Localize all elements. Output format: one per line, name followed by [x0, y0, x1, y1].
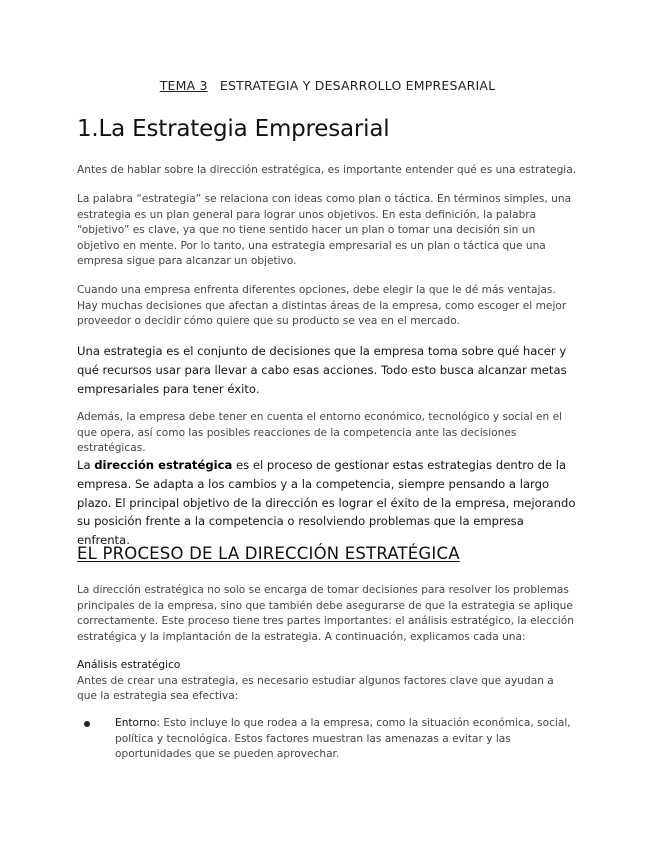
bullet-icon [84, 721, 90, 727]
analysis-subheading: Análisis estratégico [77, 659, 181, 671]
section-heading: 1.La Estrategia Empresarial [77, 116, 390, 142]
paragraph-environment: Además, la empresa debe tener en cuenta el entorno económico, tecnológico y social en el que opera, así como las posibles reacciones de la competencia ante las decisiones estratégicas. [77, 411, 563, 455]
paragraph-options: Cuando una empresa enfrenta diferentes opciones, debe elegir la que le dé más ventajas. Hay muchas decisiones que afectan a distintas áreas de la empresa, como escoger el mejor proveedor o decidir cómo quiere que su producto se vea en el mercado. [77, 284, 567, 328]
paragraph-strategic-direction [77, 456, 579, 550]
paragraph-strategy-definition: Una estrategia es el conjunto de decisiones que la empresa toma sobre qué hacer y qué recursos usar para llevar a cabo esas acciones. Todo esto busca alcanzar metas empresariales para tener éxito. [77, 344, 567, 396]
bullet-term: Entorno [115, 717, 157, 729]
paragraph-process: La dirección estratégica no solo se encarga de tomar decisiones para resolver los problemas principales de la empresa, sino que también debe asegurarse de que la estrategia se aplique correctamente. Este proceso tiene tres partes importantes: el análisis estratégico, la elección estratégica y la implantación de la estrategia. A continuación, explicamos cada una: [77, 584, 574, 643]
analysis-block [77, 658, 577, 705]
list-item [77, 716, 577, 763]
factors-list [77, 716, 577, 763]
bullet-text: : Esto incluye lo que rodea a la empresa, como la situación económica, social, política y tecnológica. Estos factores muestran las amenazas a evitar y las oportunidades que se pueden aprovechar. [115, 717, 571, 761]
header-title: ESTRATEGIA Y DESARROLLO EMPRESARIAL [219, 78, 496, 93]
strategic-direction-term: dirección estratégica [94, 458, 233, 472]
p6-post: es el proceso de gestionar estas estrategias dentro de la empresa. Se adapta a los cambios y a la competencia, siempre pensando a largo plazo. El principal objetivo de la dirección es lograr el éxito de la empresa, mejorando su posición frente a la competencia o resolviendo problemas que la empresa enfrenta. [77, 458, 576, 548]
paragraph-definition: La palabra “estrategia” se relaciona con ideas como plan o táctica. En términos simples, una estrategia es un plan general para lograr unos objetivos. En esta definición, la palabra “objetivo” es clave, ya que no tiene sentido hacer un plan o tomar una decisión sin un objetivo en mente. Por lo tanto, una estrategia empresarial es un plan o táctica que una empresa sigue para alcanzar un objetivo. [77, 193, 572, 268]
analysis-text: Antes de crear una estrategia, es necesario estudiar algunos factores clave que ayudan a que la estrategia sea efectiva: [77, 674, 554, 703]
paragraph-intro: Antes de hablar sobre la dirección estratégica, es importante entender qué es una estrategia. [77, 164, 577, 176]
process-heading: EL PROCESO DE LA DIRECCIÓN ESTRATÉGICA [77, 544, 460, 563]
document-header [0, 78, 655, 93]
tema-label: TEMA 3 [159, 78, 208, 93]
p6-pre: La [77, 458, 95, 472]
